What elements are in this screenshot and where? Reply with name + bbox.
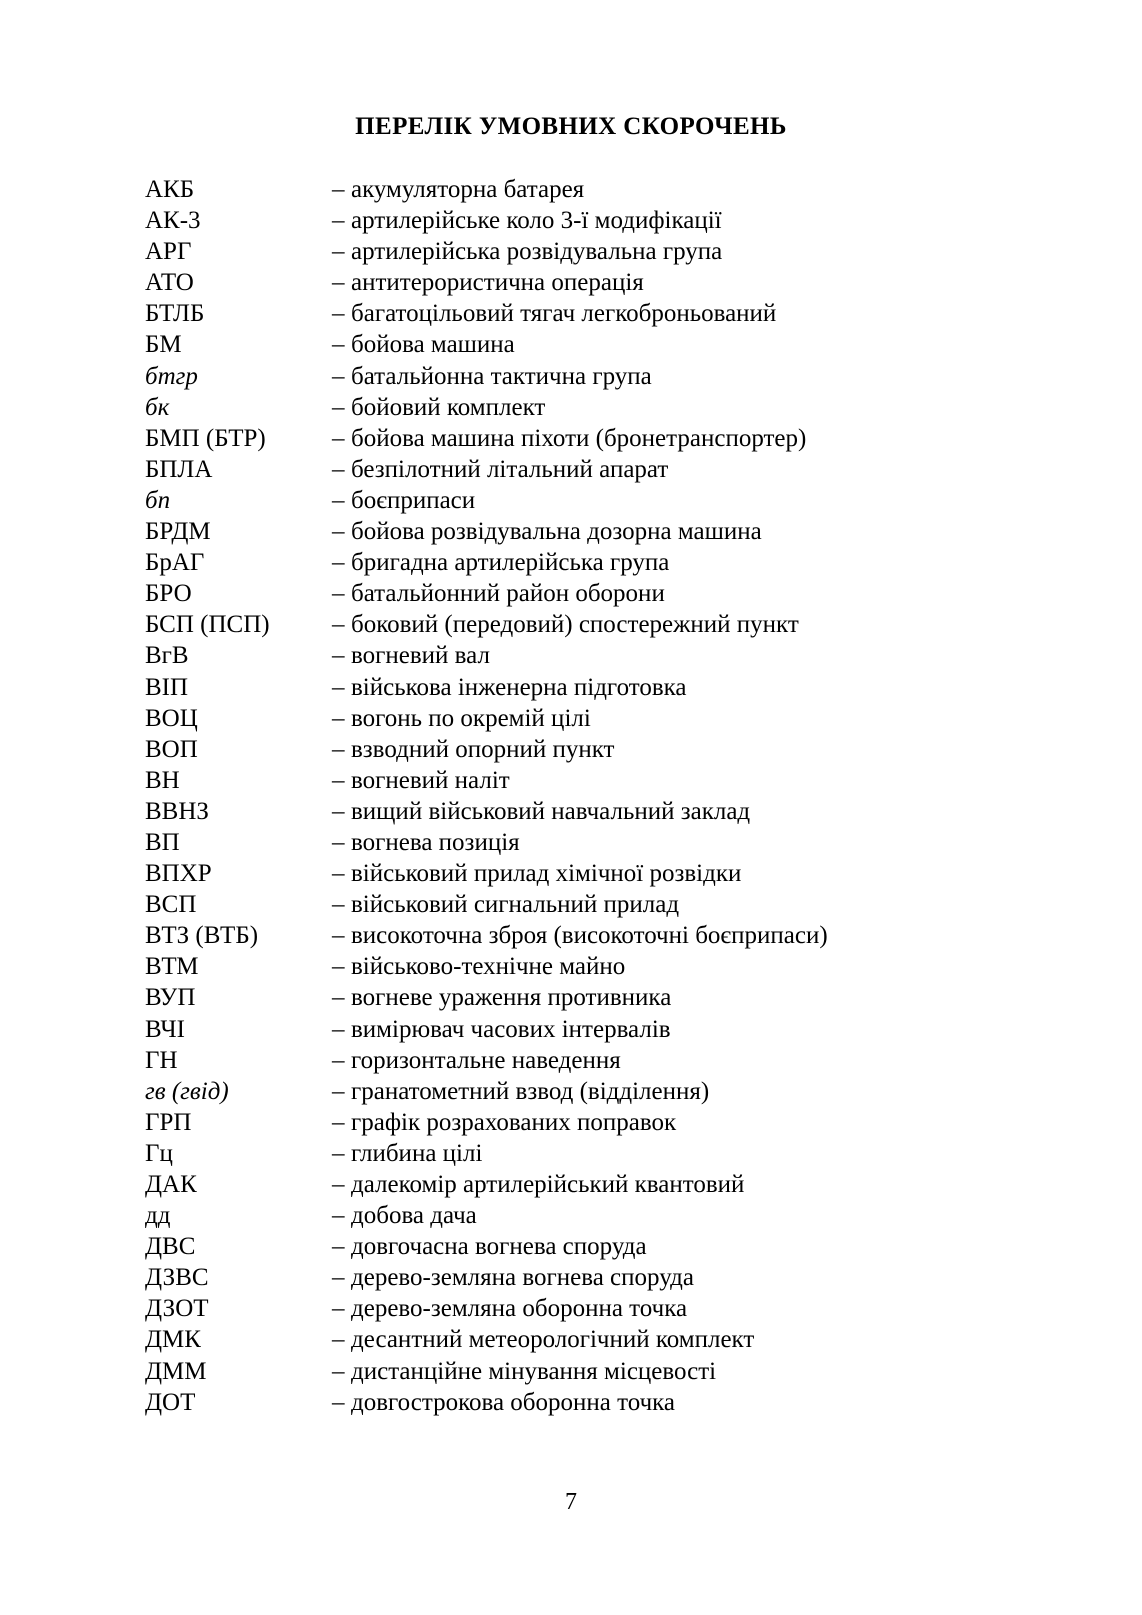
abbreviation-dash: – [332, 238, 345, 266]
abbreviation-term: ВТМ [145, 953, 199, 981]
abbreviation-term: БрАГ [145, 549, 205, 577]
abbreviation-row [145, 1324, 1005, 1355]
abbreviation-term: ВПХР [145, 860, 212, 888]
abbreviation-row [145, 1169, 1005, 1200]
abbreviation-term: ГРП [145, 1108, 192, 1136]
abbreviation-dash: – [332, 580, 345, 608]
abbreviation-row [145, 1293, 1005, 1324]
abbreviation-term: ВТЗ (ВТБ) [145, 922, 259, 950]
page-title: ПЕРЕЛІК УМОВНИХ СКОРОЧЕНЬ [355, 113, 787, 140]
abbreviation-row [145, 796, 1005, 827]
abbreviation-row [145, 423, 1005, 454]
abbreviation-row [145, 361, 1005, 392]
abbreviation-definition: графік розрахованих поправок [351, 1108, 677, 1136]
abbreviation-definition: дерево-земляна оборонна точка [351, 1295, 688, 1323]
abbreviation-row [145, 827, 1005, 858]
abbreviation-row [145, 267, 1005, 298]
abbreviation-row [145, 1262, 1005, 1293]
abbreviation-term: ВВНЗ [145, 797, 209, 825]
abbreviation-row [145, 1387, 1005, 1418]
abbreviation-term: АК-3 [145, 207, 201, 235]
abbreviation-definition: артилерійська розвідувальна група [351, 238, 723, 266]
abbreviation-definition: добова дача [351, 1202, 477, 1230]
abbreviation-definition: горизонтальне наведення [351, 1046, 621, 1074]
abbreviation-term: БРДМ [145, 518, 211, 546]
abbreviation-dash: – [332, 176, 345, 203]
abbreviation-row [145, 485, 1005, 516]
abbreviation-row [145, 1107, 1005, 1138]
abbreviation-term: ВП [145, 828, 180, 856]
abbreviation-row [145, 640, 1005, 671]
abbreviation-definition: десантний метеорологічний комплект [351, 1326, 755, 1354]
abbreviation-term: ВОП [145, 735, 198, 763]
abbreviation-dash: – [332, 1046, 345, 1074]
abbreviation-dash: – [332, 673, 345, 701]
abbreviation-term: БМП (БТР) [145, 424, 266, 452]
abbreviation-definition: гранатометний взвод (відділення) [351, 1077, 710, 1105]
abbreviation-definition: військово-технічне майно [351, 953, 626, 981]
abbreviation-term: БРО [145, 580, 192, 608]
abbreviation-dash: – [332, 766, 345, 794]
abbreviation-definition: безпілотний літальний апарат [351, 455, 669, 483]
abbreviation-row [145, 889, 1005, 920]
abbreviation-term: АТО [145, 269, 194, 297]
abbreviation-term: БМ [145, 331, 182, 359]
abbreviation-term: БСП (ПСП) [145, 611, 270, 639]
abbreviation-row [145, 1014, 1005, 1045]
abbreviation-row [145, 516, 1005, 547]
abbreviation-dash: – [332, 984, 345, 1012]
abbreviation-dash: – [332, 1233, 345, 1261]
abbreviation-dash: – [332, 1264, 345, 1292]
abbreviation-term: ВОЦ [145, 704, 198, 732]
abbreviation-term: ДОТ [145, 1388, 196, 1416]
abbreviation-row [145, 858, 1005, 889]
abbreviation-term: ДМК [145, 1326, 201, 1354]
abbreviation-dash: – [332, 518, 345, 546]
abbreviation-dash: – [332, 455, 345, 483]
abbreviation-dash: – [332, 424, 345, 452]
abbreviation-definition: вогнева позиція [351, 828, 520, 856]
abbreviation-row [145, 1200, 1005, 1231]
abbreviation-dash: – [332, 828, 345, 856]
abbreviation-definition: дерево-земляна вогнева споруда [351, 1264, 694, 1292]
abbreviation-definition: військова інженерна підготовка [351, 673, 687, 701]
abbreviation-term: ВЧІ [145, 1015, 186, 1043]
abbreviation-row [145, 392, 1005, 423]
abbreviation-definition: боєприпаси [351, 486, 476, 514]
abbreviation-term: бк [145, 393, 170, 421]
abbreviation-term: ДАК [145, 1171, 197, 1198]
abbreviation-row [145, 672, 1005, 703]
abbreviation-definition: бригадна артилерійська група [351, 549, 670, 577]
abbreviation-term: бп [145, 486, 171, 514]
page-number: 7 [565, 1489, 577, 1515]
abbreviation-definition: бойова машина піхоти (бронетранспортер) [351, 424, 807, 452]
abbreviation-dash: – [332, 1015, 345, 1043]
abbreviation-dash: – [332, 642, 345, 670]
abbreviation-dash: – [332, 922, 345, 950]
abbreviation-row [145, 1045, 1005, 1076]
abbreviation-dash: – [332, 549, 345, 577]
abbreviation-row [145, 951, 1005, 982]
abbreviation-row [145, 1138, 1005, 1169]
abbreviation-term: ГН [145, 1046, 178, 1074]
abbreviation-dash: – [332, 486, 345, 514]
abbreviation-dash: – [332, 611, 345, 639]
abbreviation-definition: бойовий комплект [351, 393, 546, 421]
abbreviation-row [145, 609, 1005, 640]
abbreviation-dash: – [332, 207, 345, 235]
abbreviation-dash: – [332, 1326, 345, 1354]
abbreviation-dash: – [332, 953, 345, 981]
abbreviation-dash: – [332, 735, 345, 763]
abbreviation-definition: батальйонна тактична група [351, 362, 652, 390]
abbreviation-dash: – [332, 1357, 345, 1385]
abbreviation-term: ДЗВС [145, 1264, 209, 1292]
abbreviation-dash: – [332, 1077, 345, 1105]
abbreviation-row [145, 298, 1005, 329]
abbreviation-dash: – [332, 704, 345, 732]
abbreviation-term: ВгВ [145, 642, 189, 670]
abbreviation-term: бтгр [145, 362, 198, 390]
abbreviation-term: ДВС [145, 1233, 196, 1261]
abbreviation-dash: – [332, 300, 345, 328]
abbreviation-row [145, 920, 1005, 951]
abbreviation-row [145, 734, 1005, 765]
abbreviation-definition: глибина цілі [351, 1139, 483, 1167]
abbreviation-term: ВСП [145, 891, 197, 919]
abbreviation-definition: антитерористична операція [351, 269, 644, 297]
abbreviation-definition: акумуляторна батарея [351, 176, 585, 203]
abbreviation-row [145, 1231, 1005, 1262]
abbreviation-definition: вогонь по окремій цілі [351, 704, 591, 732]
abbreviation-term: Гц [145, 1139, 173, 1167]
abbreviation-definition: вищий військовий навчальний заклад [351, 797, 751, 825]
abbreviation-definition: вогневе ураження противника [351, 984, 672, 1012]
abbreviation-dash: – [332, 891, 345, 919]
abbreviation-dash: – [332, 269, 345, 297]
abbreviation-definition: вимірювач часових інтервалів [351, 1015, 671, 1043]
abbreviation-term: гв (гвід) [145, 1077, 229, 1105]
abbreviation-term: ДММ [145, 1357, 207, 1385]
abbreviation-term: БПЛА [145, 455, 213, 483]
abbreviation-row [145, 329, 1005, 360]
abbreviation-row [145, 174, 1005, 205]
abbreviation-row [145, 205, 1005, 236]
abbreviation-dash: – [332, 331, 345, 359]
abbreviation-definition: довгострокова оборонна точка [351, 1388, 676, 1416]
abbreviation-definition: дистанційне мінування місцевості [351, 1357, 717, 1385]
abbreviation-row [145, 236, 1005, 267]
abbreviation-dash: – [332, 1139, 345, 1167]
abbreviation-dash: – [332, 1388, 345, 1416]
abbreviation-row [145, 703, 1005, 734]
abbreviation-dash: – [332, 860, 345, 888]
abbreviation-definition: батальйонний район оборони [351, 580, 665, 608]
abbreviation-row [145, 1076, 1005, 1107]
abbreviation-definition: вогневий наліт [351, 766, 510, 794]
abbreviation-term: ВУП [145, 984, 196, 1012]
abbreviation-dash: – [332, 1108, 345, 1136]
abbreviation-term: БТЛБ [145, 300, 205, 328]
abbreviation-term: ДЗОТ [145, 1295, 209, 1323]
abbreviation-dash: – [332, 393, 345, 421]
abbreviation-dash: – [332, 1202, 345, 1230]
abbreviation-row [145, 454, 1005, 485]
abbreviation-row [145, 1356, 1005, 1387]
abbreviation-definition: військовий прилад хімічної розвідки [351, 860, 742, 888]
abbreviation-row [145, 547, 1005, 578]
abbreviation-definition: далекомір артилерійський квантовий [351, 1171, 745, 1198]
abbreviation-definition: військовий сигнальний прилад [351, 891, 680, 919]
abbreviation-definition: вогневий вал [351, 642, 490, 670]
abbreviation-dash: – [332, 797, 345, 825]
abbreviation-dash: – [332, 362, 345, 390]
abbreviation-term: АРГ [145, 238, 192, 266]
abbreviation-definition: високоточна зброя (високоточні боєприпаси) [351, 922, 828, 950]
abbreviation-definition: артилерійське коло 3-ї модифікації [351, 207, 722, 235]
abbreviation-row [145, 982, 1005, 1013]
abbreviation-definition: взводний опорний пункт [351, 735, 615, 763]
abbreviations-list [145, 174, 1005, 1418]
abbreviation-row [145, 765, 1005, 796]
abbreviation-definition: боковий (передовий) спостережний пункт [351, 611, 799, 639]
abbreviation-definition: бойова машина [351, 331, 515, 359]
abbreviation-term: ВН [145, 766, 180, 794]
abbreviation-definition: довгочасна вогнева споруда [351, 1233, 647, 1261]
abbreviation-definition: бойова розвідувальна дозорна машина [351, 518, 762, 546]
abbreviation-row [145, 578, 1005, 609]
abbreviation-dash: – [332, 1171, 345, 1198]
abbreviation-term: ВІП [145, 673, 189, 701]
abbreviation-term: АКБ [145, 176, 195, 203]
abbreviation-dash: – [332, 1295, 345, 1323]
abbreviation-definition: багатоцільовий тягач легкоброньований [351, 300, 777, 328]
abbreviation-term: дд [145, 1202, 171, 1230]
